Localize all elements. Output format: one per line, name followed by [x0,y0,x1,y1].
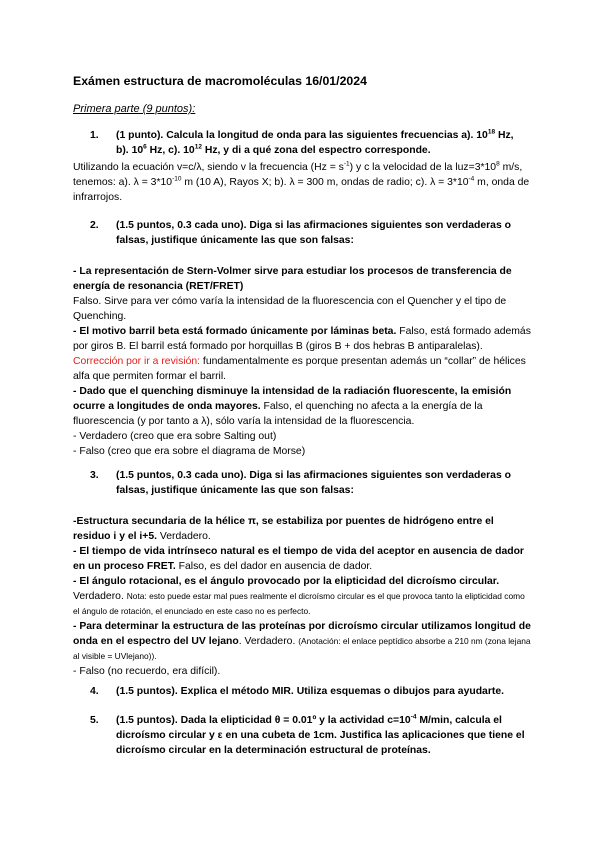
document-title: Exámen estructura de macromoléculas 16/01/2024 [73,74,367,88]
question-4: 4. (1.5 puntos). Explica el método MIR. Utiliza esquemas o dibujos para ayudarte. [90,686,505,697]
answer-2 [73,264,533,459]
statement-answer: Falso. Sirve para ver cómo varía la intensidad de la fluorescencia con el Quencher y el tipo de Quenching. [73,296,507,322]
question-number: 1. [90,130,99,141]
statement: - Verdadero (creo que era sobre Salting out) [73,431,277,442]
note: Nota: esto puede estar mal pues realmente el dicroísmo circular es el que provoca tanto la elipticidad como el ángulo de rotación, el enunciado en este caso no es perfecto. [73,591,525,616]
question-number: 5. [90,715,99,726]
correction-note: Corrección por ir a revisión: [73,356,201,367]
section-subtitle: Primera parte (9 puntos): [73,103,196,115]
statement: - Falso (no recuerdo, era difícil). [73,666,221,677]
statement: - Dado que el quenching disminuye la intensidad de la radiación fluorescente, la emisión ocurre a longitudes de onda mayores. Falso, el quenching no afecta a la energía de la fluorescencia (y por tanto a λ), sólo varía la intensidad de la fluorescencia. [73,386,512,427]
statement: - Para determinar la estructura de las proteínas por dicroísmo circular utilizamos longitud de onda en el espectro del UV lejano. Verdadero. (Anotación: el enlace peptídico absorbe a 210 nm (zona lejana al visible = UVlejano)). [73,621,531,661]
statement: - El tiempo de vida intrínseco natural es el tiempo de vida del aceptor en ausencia de dador en un proceso FRET. Falso, es del dador en ausencia de dador. [73,546,524,572]
statement: - Falso (creo que era sobre el diagrama de Morse) [73,446,306,457]
statement: - El ángulo rotacional, es el ángulo provocado por la elipticidad del dicroísmo circular. Verdadero. Nota: esto puede estar mal pues realmente el dicroísmo circular es el que provoca tanto la elipticidad como el ángulo de rotación, el enunciado en este caso no es perfecto. [73,576,525,616]
question-3: 3. (1.5 puntos, 0.3 cada uno). Diga si las afirmaciones siguientes son verdaderas o falsas, justifique únicamente las que son falsas: [90,470,511,496]
statement: -Estructura secundaria de la hélice π, se estabiliza por puentes de hidrógeno entre el residuo i y el i+5. Verdadero. [73,516,494,542]
answer-1: Utilizando la ecuación v=c/λ, siendo v la frecuencia $(Hz = s^{-1})$ y c la velocidad de la $luz=3*10^8$ m/s, tenemos: a). $\lambda = 3*10^{-10}$ m (10 A), Rayos X; b). λ = 300 m, ondas de radio; c). $\lambda = 3*10^{-4}$ m, onda de infrarrojos. [73,160,530,203]
question-number: 3. [90,470,99,481]
question-1: 1. (1 punto). Calcula la longitud de onda para las siguientes frecuencias a). $10^{18}$ Hz, b). $10^6$ Hz, c). $10^{12}$ Hz, y di a qué zona del espectro corresponde. [90,128,514,156]
statement: - El motivo barril beta está formado únicamente por láminas beta. Falso, está formado además por giros B. El barril está formado por horquillas B (giros B + dos hebras B antiparalelas). Corrección por ir a revisión: fundamentalmente es porque presentan además un “collar” de hélices alfa que permiten formar el barril. [73,326,531,382]
answer-3 [73,514,533,679]
question-number: 4. [90,686,99,697]
note: (Anotación: el enlace peptídico absorbe a 210 nm (zona lejana al visible = UVlejano)). [73,636,531,661]
question-2: 2. (1.5 puntos, 0.3 cada uno). Diga si las afirmaciones siguientes son verdaderas o falsas, justifique únicamente las que son falsas: [90,220,511,246]
question-number: 2. [90,220,99,231]
statement: - La representación de Stern-Volmer sirve para estudiar los procesos de transferencia de energía de resonancia (RET/FRET) [73,266,512,292]
question-5: 5. (1.5 puntos). Dada la elipticidad θ = 0.01º y la actividad $c=10^{-4}$ M/min, calcula el dicroísmo circular y ε en una cubeta de 1cm. Justifica las aplicaciones que tiene el dicroísmo circular en la determinación estructural de proteínas. [90,713,525,756]
